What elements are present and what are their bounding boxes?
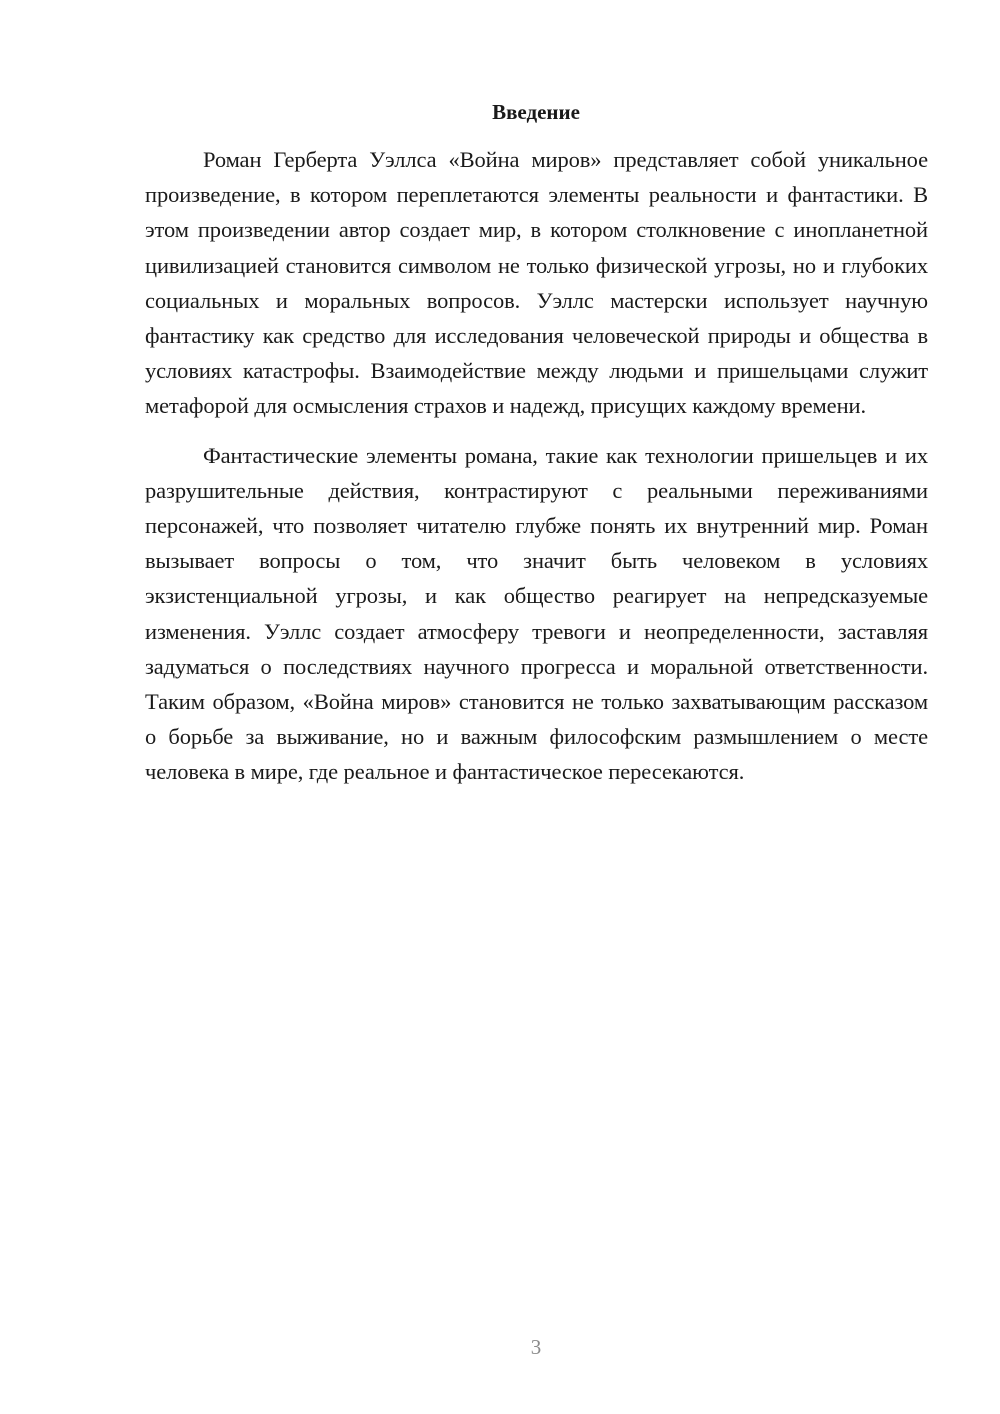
page-number: 3 — [530, 1335, 542, 1359]
section-heading: Введение — [492, 100, 580, 124]
paragraph-1: Роман Герберта Уэллса «Война миров» представляет собой уникальное произведение, в котором переплетаются элементы реальности и фантастики. В этом произведении автор создает мир, в котором столкновение с инопланетной цивилизацией становится символом не только физической угрозы, но и глубоких социальных и моральных вопросов. Уэллс мастерски использует научную фантастику как средство для исследования человеческой природы и общества в условиях катастрофы. Взаимодействие между людьми и пришельцами служит метафорой для осмысления страхов и надежд, присущих каждому времени. — [145, 147, 928, 419]
body-text — [145, 142, 928, 790]
paragraph-2: Фантастические элементы романа, такие как технологии пришельцев и их разрушительные действия, контрастируют с реальными переживаниями персонажей, что позволяет читателю глубже понять их внутренний мир. Роман вызывает вопросы о том, что значит быть человеком в условиях экзистенциальной угрозы, и как общество реагирует на непредсказуемые изменения. Уэллс создает атмосферу тревоги и неопределенности, заставляя задуматься о последствиях научного прогресса и моральной ответственности. Таким образом, «Война миров» становится не только захватывающим рассказом о борьбе за выживание, но и важным философским размышлением о месте человека в мире, где реальное и фантастическое пересекаются. — [145, 442, 928, 785]
